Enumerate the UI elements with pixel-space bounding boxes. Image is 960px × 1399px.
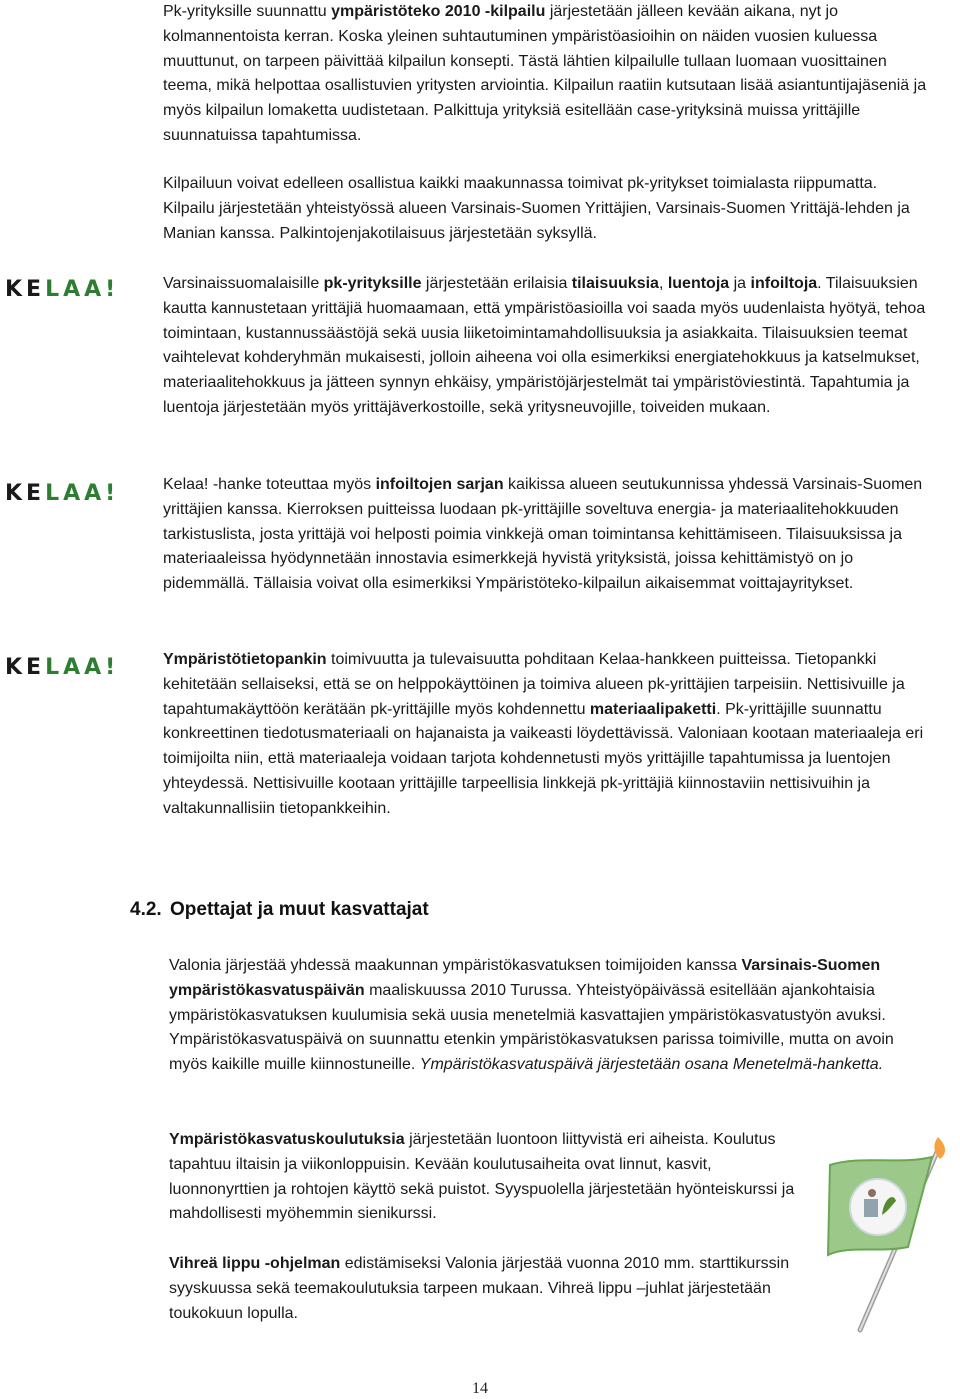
- section-number: 4.2.: [130, 899, 162, 920]
- text-run: Kelaa! -hanke toteuttaa myös: [163, 476, 376, 493]
- bold-run: Ympäristötietopankin: [163, 651, 327, 668]
- bold-run: ympäristöteko 2010 -kilpailu: [331, 3, 546, 20]
- bold-run: pk-yrityksille: [323, 275, 422, 292]
- page-number: 14: [472, 1380, 488, 1397]
- text-run: ,: [658, 275, 668, 292]
- bold-run: Ympäristökasvatuskoulutuksia: [169, 1131, 405, 1148]
- text-run: . Tilaisuuksien kautta kannustetaan yrittäjiä huomaamaan, että ympäristöasioilla voi saada myös uudenlaista hyötyä, tehoa toimintaan, kustannussäästöjä sekä uusia liiketoimintamahdollisuuksia ja asiakkaita. Tilaisuuksien teemat vaihtelevat kohderyhmän mukaisesti, jolloin aiheena voi olla esimerkiksi energiatehokkuus ja katselmukset, materiaalitehokkuus ja jätteen synnyn ehkäisy, ympäristöjärjestelmät tai ympäristöviestintä. Tapahtumia ja luentoja järjestetään myös yrittäjäverkostoille, sekä yritysneuvojille, toiveiden mukaan.: [163, 275, 926, 416]
- kelaa-paragraph-3: [163, 648, 933, 822]
- section-title: Opettajat ja muut kasvattajat: [170, 899, 429, 920]
- text-run: ja: [729, 275, 751, 292]
- bold-run: Vihreä lippu -ohjelman: [169, 1255, 341, 1272]
- section-heading: [130, 899, 429, 921]
- text-run: kaikissa alueen seutukunnissa yhdessä Varsinais-Suomen yrittäjien kanssa. Kierroksen puitteissa luodaan pk-yrittäjille soveltuva energia- ja materiaalitehokkuuden tarkistuslista, josta yrittäjä voi helposti poimia vinkkejä oman toimintansa kehittämiseen. Tilaisuuksissa ja materiaaleissa hyödynnetään innostavia esimerkkejä hyvistä yrityksistä, joissa kehittämistyö on jo pidemmällä. Tällaisia voivat olla esimerkiksi Ympäristöteko-kilpailun aikaisemmat voittajayritykset.: [163, 476, 923, 593]
- text-run: edistämiseksi Valonia järjestää vuonna 2010 mm. starttikurssin syyskuussa sekä teemakoulutuksia tarpeen mukaan. Vihreä lippu –juhlat järjestetään toukokuun lopulla.: [169, 1255, 790, 1322]
- intro-paragraph-2: [163, 172, 933, 246]
- text-run: Valonia järjestää yhdessä maakunnan ympäristökasvatuksen toimijoiden kanssa: [169, 957, 742, 974]
- text-run: maaliskuussa 2010 Turussa. Yhteistyöpäivässä esitellään ajankohtaisia ympäristökasvatuksen kuulumisia sekä uusia menetelmiä kasvattajien ympäristökasvatustyön avuksi. Ympäristökasvatuspäivä on suunnattu etenkin ympäristökasvatuksen parissa toimiville, mutta on avoin myös kaikille muille kiinnostuneille.: [169, 981, 894, 1074]
- text-run: järjestetään luontoon liittyvistä eri aiheista. Koulutus tapahtuu iltaisin ja viikonloppuisin. Kevään koulutusaiheita ovat linnut, kasvit, luonnonyrttien ja rohtojen käyttö sekä puistot. Syyspuolella järjestetään hyönteiskurssi ja mahdollisesti myöhemmin sienikurssi.: [169, 1131, 795, 1223]
- text-run: Varsinaissuomalaisille: [163, 275, 324, 292]
- kelaa-logo: [5, 279, 135, 301]
- text-run: järjestetään jälleen kevään aikana, nyt jo kolmannentoista kerran. Koska yleinen suhtautuminen ympäristöasioihin on näiden vuosien kuluessa muuttunut, on tarpeen päivittää kilpailun konsepti. Tästä lähtien kilpailulle tullaan luomaan vuosittainen teema, mikä helpottaa osallistuvien yritysten arviointia. Kilpailun raatiin kutsutaan lisää asiantuntijajäseniä ja myös kilpailun lomaketta uudistetaan. Palkittuja yrityksiä esitellään case-yrityksinä muissa yrittäjille suunnatuissa tapahtumissa.: [163, 3, 927, 144]
- green-flag-illustration-icon: [820, 1135, 960, 1335]
- text-run: Kilpailuun voivat edelleen osallistua kaikki maakunnassa toimivat pk-yritykset toimialasta riippumatta. Kilpailu järjestetään yhteistyössä alueen Varsinais-Suomen Yrittäjien, Varsinais-Suomen Yrittäjä-lehden ja Manian kanssa. Palkintojenjakotilaisuus järjestetään syksyllä.: [163, 175, 910, 242]
- valonia-paragraph-2: [169, 1128, 799, 1227]
- bold-run: infoiltoja: [750, 275, 818, 292]
- kelaa-paragraph-2: [163, 473, 933, 597]
- text-run: Pk-yrityksille suunnattu: [163, 3, 332, 20]
- bold-run: materiaalipaketti: [589, 700, 717, 718]
- logo-text: KELAA!: [5, 277, 120, 302]
- bold-run: tilaisuuksia: [571, 275, 659, 292]
- bold-run: infoiltojen sarjan: [375, 476, 504, 493]
- logo-text: KELAA!: [5, 481, 120, 506]
- kelaa-logo: [5, 483, 135, 505]
- valonia-paragraph-3: [169, 1252, 799, 1326]
- bold-run: Varsinais-Suomen ympäristökasvatuspäivän: [169, 957, 881, 999]
- intro-paragraph-1: [163, 0, 933, 149]
- text-run: . Pk-yrittäjille suunnattu konkreettinen tiedotusmateriaali on hajanaista ja vaikeasti löydettävissä. Valoniaan kootaan materiaaleja eri toimijoilta niin, että materiaaleja voidaan tarjota kohdennetusti myös yrittäjille tapahtumissa ja luentojen yhteydessä. Nettisivuille kootaan yrittäjille tarpeellisia linkkejä pk-yrittäjiä kiinnostaviin nettisivuihin ja valtakunnallisiin tietopankkeihin.: [163, 700, 924, 817]
- kelaa-logo: [5, 657, 135, 679]
- text-run: järjestetään erilaisia: [421, 275, 572, 292]
- bold-run: luentoja: [667, 275, 730, 292]
- valonia-paragraph-1: [169, 954, 929, 1078]
- text-run: toimivuutta ja tulevaisuutta pohditaan Kelaa-hankkeen puitteissa. Tietopankki kehitetään sellaiseksi, että se on helppokäyttöinen ja toimiva alueen pk-yrittäjien tarpeisiin. Nettisivuille ja tapahtumakäyttöön kerätään pk-yrittäjille myös kohdennettu: [163, 651, 905, 718]
- logo-text: KELAA!: [5, 655, 120, 680]
- italic-run: Ympäristökasvatuspäivä järjestetään osana Menetelmä-hanketta.: [419, 1056, 884, 1074]
- kelaa-paragraph-1: [163, 272, 933, 421]
